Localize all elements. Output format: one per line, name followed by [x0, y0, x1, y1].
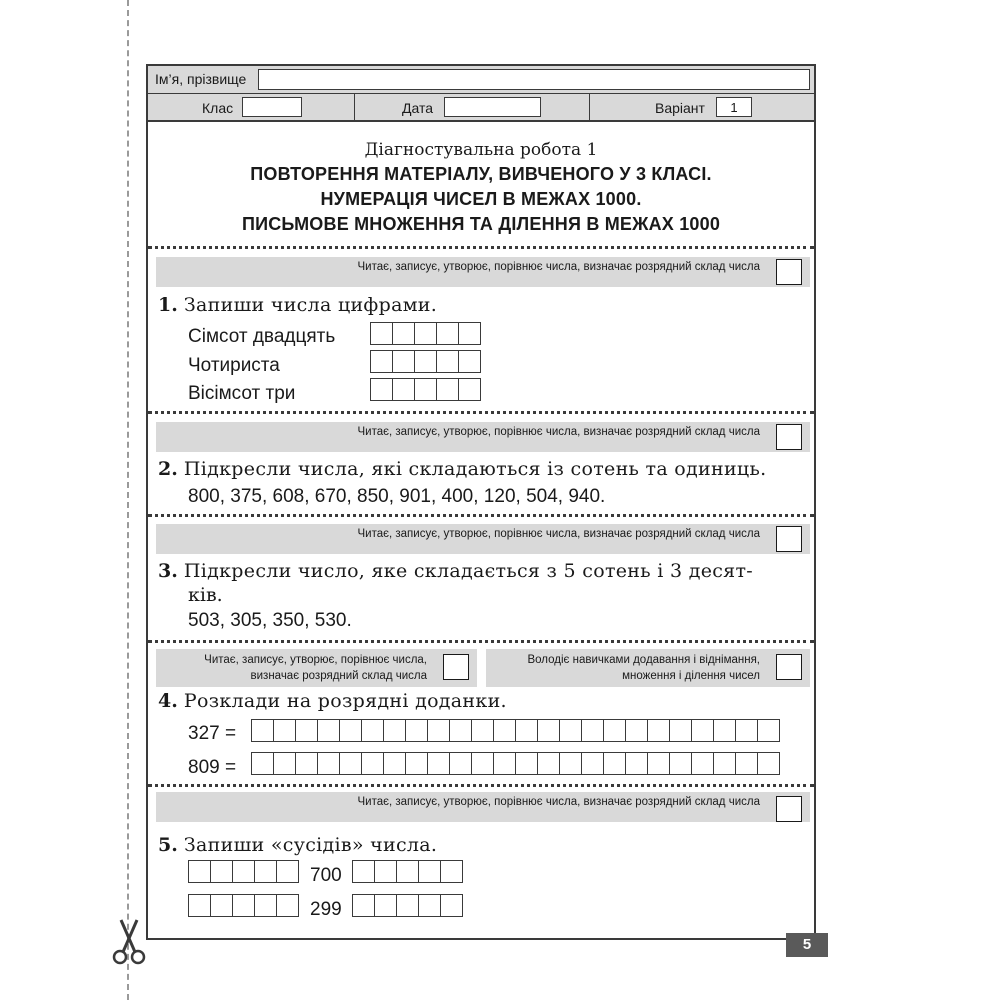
task-2-heading	[158, 458, 766, 480]
task-1-heading	[158, 294, 437, 316]
skill-bar	[156, 649, 477, 687]
answer-cell[interactable]	[735, 752, 758, 775]
class-label: Клас	[202, 100, 234, 116]
answer-cell[interactable]	[603, 752, 626, 775]
answer-cell[interactable]	[713, 752, 736, 775]
answer-cell[interactable]	[647, 752, 670, 775]
answer-cell[interactable]	[273, 719, 296, 742]
answer-cells[interactable]	[352, 894, 462, 917]
expansion-label: 809 =	[188, 757, 237, 778]
answer-cell[interactable]	[427, 752, 450, 775]
skill-label: множення і ділення чисел	[622, 670, 760, 682]
task-number: 3.	[158, 560, 178, 582]
skill-bar	[156, 422, 810, 452]
task-text: Розклади на розрядні доданки.	[183, 690, 507, 712]
answer-cell[interactable]	[361, 752, 384, 775]
score-checkbox[interactable]	[776, 424, 802, 450]
expansion-label: 327 =	[188, 723, 237, 744]
task-3-continuation: ків.	[188, 584, 223, 606]
answer-cell[interactable]	[625, 719, 648, 742]
task-number: 5.	[158, 834, 178, 856]
work-title-line: ПИСЬМОВЕ МНОЖЕННЯ ТА ДІЛЕННЯ В МЕЖАХ 1000	[241, 214, 721, 234]
work-title-line: ПОВТОРЕННЯ МАТЕРІАЛУ, ВИВЧЕНОГО У 3 КЛАСІ.	[250, 164, 712, 184]
score-checkbox[interactable]	[776, 654, 802, 680]
task-5-heading	[158, 834, 437, 856]
variant-field[interactable]: 1	[716, 97, 752, 117]
answer-cells[interactable]	[370, 350, 480, 373]
date-label: Дата	[402, 100, 434, 116]
number-word: Сімсот двадцять	[188, 326, 336, 347]
answer-cell[interactable]	[295, 752, 318, 775]
task-text: Запиши «сусідів» числа.	[183, 834, 438, 856]
task-text: Підкресли число, яке складається з 5 сотень і 3 десят-	[183, 560, 753, 582]
page-number: 5	[786, 933, 828, 957]
answer-cell[interactable]	[515, 719, 538, 742]
answer-cell[interactable]	[713, 719, 736, 742]
score-checkbox[interactable]	[776, 796, 802, 822]
skill-label: Читає, записує, утворює, порівнює числа, визначає розрядний склад числа	[357, 796, 760, 808]
meta-row	[148, 94, 814, 122]
task-number: 1.	[158, 294, 178, 316]
skill-label: Читає, записує, утворює, порівнює числа,	[204, 654, 427, 666]
section-divider	[148, 784, 814, 787]
answer-cell[interactable]	[559, 752, 582, 775]
number-word: Чотириста	[188, 355, 280, 376]
skill-label: Читає, записує, утворює, порівнює числа, визначає розрядний склад числа	[357, 426, 760, 438]
answer-cell[interactable]	[295, 719, 318, 742]
answer-cell[interactable]	[449, 719, 472, 742]
answer-cell[interactable]	[471, 752, 494, 775]
answer-cells[interactable]	[251, 719, 779, 742]
skill-label: Читає, записує, утворює, порівнює числа, визначає розрядний склад числа	[357, 261, 760, 273]
answer-cell[interactable]	[383, 719, 406, 742]
answer-cell[interactable]	[339, 752, 362, 775]
answer-cell[interactable]	[669, 752, 692, 775]
number-word: Вісімсот три	[188, 383, 296, 404]
skill-label: Читає, записує, утворює, порівнює числа, визначає розрядний склад числа	[357, 528, 760, 540]
task-4-heading	[158, 690, 507, 712]
answer-cell[interactable]	[691, 719, 714, 742]
score-checkbox[interactable]	[776, 259, 802, 285]
given-number: 299	[310, 899, 342, 920]
scissors-icon	[109, 918, 149, 966]
answer-cell[interactable]	[625, 752, 648, 775]
answer-cell[interactable]	[559, 719, 582, 742]
answer-cell[interactable]	[493, 719, 516, 742]
skill-bar	[156, 792, 810, 822]
answer-cell[interactable]	[361, 719, 384, 742]
section-divider	[148, 514, 814, 517]
name-label: Ім’я, прізвище	[155, 71, 247, 87]
answer-cell[interactable]	[339, 719, 362, 742]
answer-cell[interactable]	[537, 752, 560, 775]
answer-cell[interactable]	[317, 719, 340, 742]
answer-cell[interactable]	[581, 719, 604, 742]
answer-cells[interactable]	[188, 894, 298, 917]
answer-cell[interactable]	[515, 752, 538, 775]
task-text: Підкресли числа, які складаються із сотень та одиниць.	[183, 458, 767, 480]
number-list: 800, 375, 608, 670, 850, 901, 400, 120, 504, 940.	[188, 486, 606, 507]
answer-cell[interactable]	[273, 752, 296, 775]
skill-bar	[486, 649, 810, 687]
skill-label: визначає розрядний склад числа	[250, 670, 427, 682]
answer-cell[interactable]	[757, 719, 780, 742]
work-title-line: НУМЕРАЦІЯ ЧИСЕЛ В МЕЖАХ 1000.	[320, 189, 642, 209]
answer-cell[interactable]	[317, 752, 340, 775]
answer-cell[interactable]	[537, 719, 560, 742]
answer-cell[interactable]	[669, 719, 692, 742]
score-checkbox[interactable]	[443, 654, 469, 680]
task-number: 4.	[158, 690, 178, 712]
section-divider	[148, 640, 814, 643]
answer-cell[interactable]	[449, 752, 472, 775]
answer-cells[interactable]	[352, 860, 462, 883]
answer-cell[interactable]	[691, 752, 714, 775]
answer-cell[interactable]	[735, 719, 758, 742]
skill-bar	[156, 524, 810, 554]
date-field[interactable]	[444, 97, 541, 117]
answer-cells[interactable]	[370, 322, 480, 345]
answer-cell[interactable]	[581, 752, 604, 775]
answer-cell[interactable]	[427, 719, 450, 742]
answer-cell[interactable]	[251, 719, 274, 742]
meta-divider	[354, 94, 355, 122]
task-3-heading	[158, 560, 753, 582]
skill-bar	[156, 257, 810, 287]
given-number: 700	[310, 865, 342, 886]
worksheet	[146, 64, 816, 940]
variant-label: Варіант	[655, 100, 705, 116]
cut-line	[127, 0, 129, 1000]
answer-cell[interactable]	[251, 752, 274, 775]
name-field[interactable]	[258, 69, 810, 90]
skill-label: Володіє навичками додавання і віднімання,	[527, 654, 760, 666]
answer-cell[interactable]	[405, 719, 428, 742]
number-list: 503, 305, 350, 530.	[188, 610, 352, 631]
section-divider	[148, 246, 814, 249]
class-field[interactable]	[242, 97, 302, 117]
task-number: 2.	[158, 458, 178, 480]
meta-divider	[589, 94, 590, 122]
answer-cell[interactable]	[647, 719, 670, 742]
work-subtitle: Діагностувальна робота 1	[364, 140, 598, 160]
answer-cell[interactable]	[493, 752, 516, 775]
answer-cells[interactable]	[370, 378, 480, 401]
task-text: Запиши числа цифрами.	[183, 294, 438, 316]
section-divider	[148, 411, 814, 414]
answer-cell[interactable]	[405, 752, 428, 775]
answer-cell[interactable]	[603, 719, 626, 742]
answer-cells[interactable]	[251, 752, 779, 775]
answer-cell[interactable]	[757, 752, 780, 775]
answer-cell[interactable]	[383, 752, 406, 775]
name-row	[148, 66, 814, 94]
score-checkbox[interactable]	[776, 526, 802, 552]
answer-cells[interactable]	[188, 860, 298, 883]
answer-cell[interactable]	[471, 719, 494, 742]
